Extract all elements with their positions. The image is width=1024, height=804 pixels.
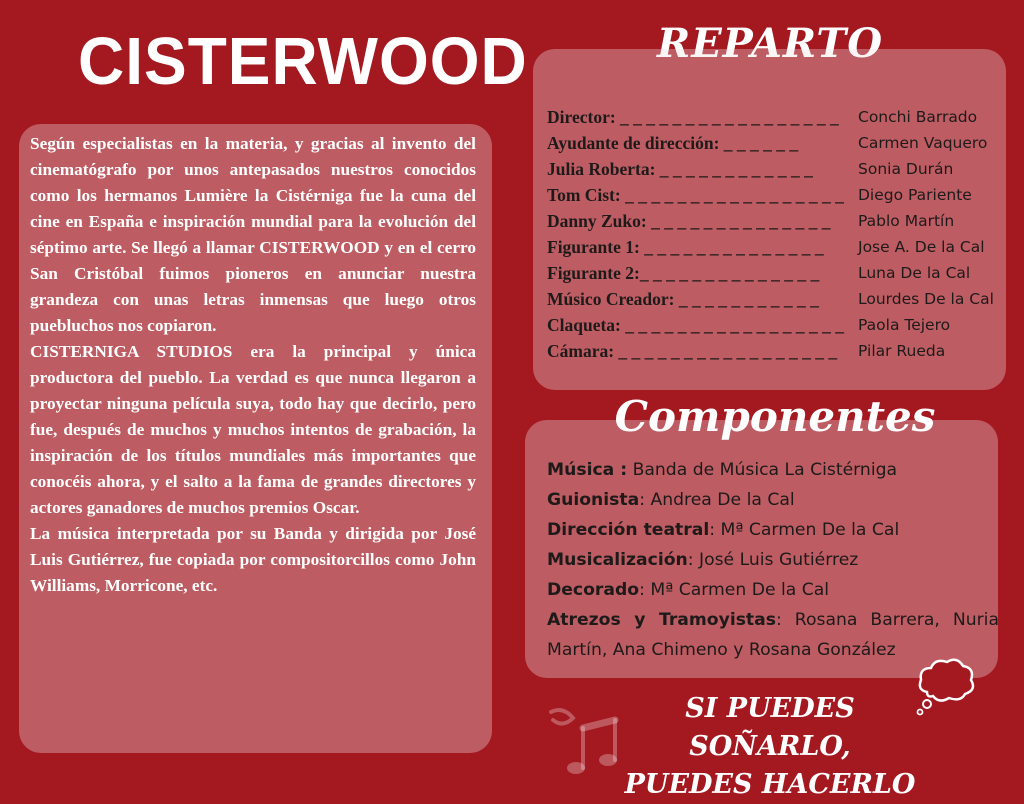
- page-title: CISTERWOOD: [78, 23, 528, 99]
- componente-row: [547, 515, 999, 545]
- cast-role: Claqueta: _ _ _ _ _ _ _ _ _ _ _ _ _ _ _ _ _: [547, 315, 845, 335]
- cast-row: [547, 105, 1007, 131]
- cast-name: Jose A. De la Cal: [858, 238, 985, 256]
- cast-name: Paola Tejero: [858, 316, 951, 334]
- slogan-line-1: SI PUEDES SOÑARLO,: [685, 693, 855, 762]
- cast-role: Figurante 2:_ _ _ _ _ _ _ _ _ _ _ _ _ _: [547, 263, 820, 283]
- cast-row: [547, 235, 1007, 261]
- cast-name: Carmen Vaquero: [858, 134, 988, 152]
- componente-label: Decorado: [547, 580, 640, 600]
- componente-row: [547, 575, 999, 605]
- cast-role: Danny Zuko: _ _ _ _ _ _ _ _ _ _ _ _ _ _: [547, 211, 831, 231]
- cast-name: Pablo Martín: [858, 212, 955, 230]
- cast-name: Sonia Durán: [858, 160, 954, 178]
- cast-row: [547, 131, 1007, 157]
- story-paragraph: Según especialistas en la materia, y gracias al invento del cinematógrafo por unos antepasados nuestros conocidos como los hermanos Lumière la Cistérniga fue la cuna del cine en España e inspiración mundial para la evolución del séptimo arte. Se llegó a llamar CISTERWOOD y en el cerro San Cristóbal fuimos pioneros en anunciar nuestra grandeza con unas letras inmensas que luego otros puebluchos nos copiaron.: [30, 134, 476, 335]
- cast-name: Diego Pariente: [858, 186, 972, 204]
- cast-name: Lourdes De la Cal: [858, 290, 994, 308]
- reparto-title: REPARTO: [656, 20, 884, 67]
- cast-row: [547, 157, 1007, 183]
- cast-name: Luna De la Cal: [858, 264, 971, 282]
- componente-label: Atrezos y Tramoyistas: [547, 610, 776, 630]
- cast-role: Cámara: _ _ _ _ _ _ _ _ _ _ _ _ _ _ _ _ _: [547, 341, 838, 361]
- story-paragraph: La música interpretada por su Banda y dirigida por José Luis Gutiérrez, fue copiada por compositorcillos como John Williams, Morricone, etc.: [30, 524, 476, 595]
- cast-role: Director: _ _ _ _ _ _ _ _ _ _ _ _ _ _ _ _ _: [547, 107, 839, 127]
- cast-row: [547, 287, 1007, 313]
- componente-value: : Rosana Barrera, Nuria Martín, Ana Chimeno y Rosana González: [547, 610, 999, 660]
- componente-label: Guionista: [547, 490, 640, 510]
- componentes-title: Componentes: [614, 392, 936, 441]
- story-paragraph: CISTERNIGA STUDIOS era la principal y única productora del pueblo. La verdad es que nunca llegaron a proyectar ninguna película suya, todo hay que decirlo, pero fue, después de muchos y muchos intentos de grabación, la inspiración de los títulos mundiales más importantes que conocéis ahora, y el salto a la fama de grandes directores y actores ganadores de muchos premios Oscar.: [30, 342, 476, 517]
- componente-row: [547, 485, 999, 515]
- cast-role: Figurante 1: _ _ _ _ _ _ _ _ _ _ _ _ _ _: [547, 237, 824, 257]
- cast-row: [547, 209, 1007, 235]
- cast-row: [547, 183, 1007, 209]
- cast-row: [547, 339, 1007, 365]
- story-text: [30, 131, 476, 599]
- slogan-line-2: PUEDES HACERLO: [624, 769, 916, 800]
- componente-value: : José Luis Gutiérrez: [687, 550, 859, 570]
- cast-row: [547, 313, 1007, 339]
- slogan: [600, 690, 940, 804]
- componente-value: : Mª Carmen De la Cal: [709, 520, 900, 540]
- componente-value: : Mª Carmen De la Cal: [639, 580, 830, 600]
- componente-label: Música :: [547, 460, 628, 480]
- cast-list: [547, 105, 1007, 365]
- cast-role: Tom Cist: _ _ _ _ _ _ _ _ _ _ _ _ _ _ _ _ _: [547, 185, 844, 205]
- componente-label: Musicalización: [547, 550, 688, 570]
- cast-name: Conchi Barrado: [858, 108, 978, 126]
- componente-label: Dirección teatral: [547, 520, 710, 540]
- componente-row: [547, 545, 999, 575]
- cast-name: Pilar Rueda: [858, 342, 946, 360]
- componente-row: [547, 455, 999, 485]
- cast-role: Julia Roberta: _ _ _ _ _ _ _ _ _ _ _ _: [547, 159, 813, 179]
- cast-role: Músico Creador: _ _ _ _ _ _ _ _ _ _ _: [547, 289, 819, 309]
- cast-role: Ayudante de dirección: _ _ _ _ _ _: [547, 133, 799, 153]
- componentes-list: [547, 455, 999, 665]
- componente-value: Banda de Música La Cistérniga: [627, 460, 898, 480]
- cast-row: [547, 261, 1007, 287]
- componente-value: : Andrea De la Cal: [639, 490, 795, 510]
